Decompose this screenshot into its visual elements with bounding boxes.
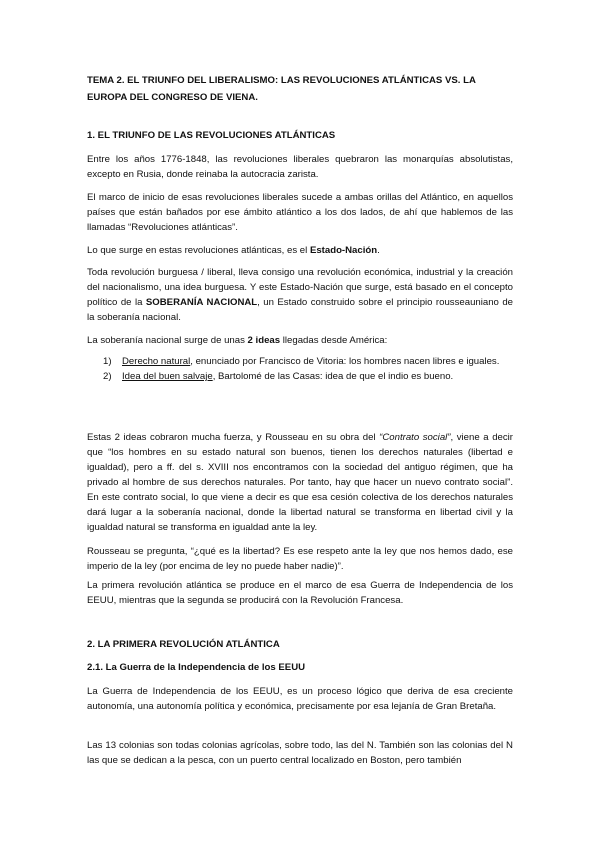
paragraph: La Guerra de Independencia de los EEUU, es un proceso lógico que deriva de esa creciente autonomía, una autonomía política y económica, precisamente por esa lejanía de Gran Bretaña.: [87, 686, 513, 712]
paragraph: La soberanía nacional surge de unas 2 ideas llegadas desde América:: [87, 335, 388, 346]
italic-title: “Contrato social”: [379, 432, 451, 443]
paragraph: La primera revolución atlántica se produce en el marco de esa Guerra de Independencia de los EEUU, mientras que la segunda se producirá con la Revolución Francesa.: [87, 580, 513, 606]
paragraph: El marco de inicio de esas revoluciones liberales sucede a ambas orillas del Atlántico, en aquellos países que están bañados por ese ámbito atlántico a los dos lados, de ahí que hablemos de las llamadas “Revoluciones atlánticas”.: [87, 192, 513, 233]
bold-term: 2 ideas: [247, 335, 281, 346]
subsection-heading: 2.1. La Guerra de la Independencia de los EEUU: [87, 662, 306, 673]
list-number: 2): [103, 371, 112, 382]
paragraph: Entre los años 1776-1848, las revoluciones liberales quebraron las monarquías absolutistas, excepto en Rusia, donde reinaba la autocracia zarista.: [87, 154, 513, 180]
list-term: Derecho natural: [122, 356, 191, 367]
ideas-list: [103, 354, 513, 384]
list-term: Idea del buen salvaje: [122, 371, 213, 382]
paragraph: Rousseau se pregunta, “¿qué es la libertad? Es ese respeto ante la ley que nos hemos dado, ese imperio de la ley (por encima de ley no puede haber nadie)”.: [87, 546, 513, 572]
paragraph: Lo que surge en estas revoluciones atlánticas, es el Estado-Nación.: [87, 245, 380, 256]
bold-term: SOBERANÍA NACIONAL: [145, 297, 258, 308]
document-title: TEMA 2. EL TRIUNFO DEL LIBERALISMO: LAS REVOLUCIONES ATLÁNTICAS VS. LA EUROPA DEL CONGRESO DE VIENA.: [87, 75, 476, 103]
paragraph: Las 13 colonias son todas colonias agrícolas, sobre todo, las del N. También son las colonias del N las que se dedican a la pesca, con un puerto central localizado en Boston, pero también: [87, 740, 513, 766]
section-heading-2: 2. LA PRIMERA REVOLUCIÓN ATLÁNTICA: [87, 639, 280, 650]
section-heading-1: 1. EL TRIUNFO DE LAS REVOLUCIONES ATLÁNTICAS: [87, 130, 336, 141]
list-item: 1) Derecho natural, enunciado por Francisco de Vitoria: los hombres nacen libres e iguales.: [103, 356, 500, 367]
paragraph: Toda revolución burguesa / liberal, lleva consigo una revolución económica, industrial y la creación del nacionalismo, una idea burguesa. Y este Estado-Nación que surge, está basado en el concepto político de la SOBERANÍA NACIONAL, un Estado construido sobre el principio rousseauniano de la soberanía nacional.: [87, 267, 513, 323]
paragraph: Estas 2 ideas cobraron mucha fuerza, y Rousseau en su obra del “Contrato social”, viene a decir que “los hombres en su estado natural son buenos, tienen los derechos naturales (libertad e igualdad), pero a ff. del s. XVIII nos encontramos con la sociedad del antiguo régimen, que ha privado al hombre de sus derechos naturales. Por tanto, hay que hacer un nuevo contrato social”. En este contrato social, lo que viene a decir es que esa cesión colectiva de los derechos naturales dará lugar a la soberanía nacional, donde la libertad natural se transforma en libertad civil y la igualdad natural se transforma en igualdad ante la ley.: [87, 432, 513, 533]
list-number: 1): [103, 356, 112, 367]
list-item: 2) Idea del buen salvaje, Bartolomé de las Casas: idea de que el indio es bueno.: [103, 371, 454, 382]
bold-term: Estado-Nación: [309, 245, 378, 256]
